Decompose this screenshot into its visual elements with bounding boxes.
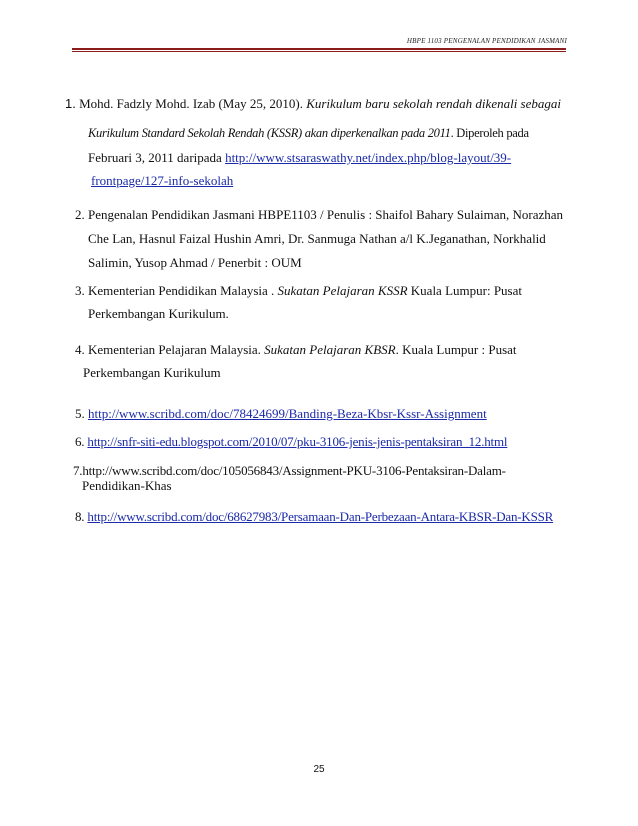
reference-text: Perkembangan Kurikulum. [88,306,229,321]
reference-link[interactable]: http://www.stsaraswathy.net/index.php/blog-layout/39- [225,150,512,165]
reference-text: Perkembangan Kurikulum [83,365,221,380]
reference-text: 4. Kementerian Pelajaran Malaysia. [75,342,265,357]
reference-text: Salimin, Yusop Ahmad / Penerbit : OUM [88,255,302,270]
reference-link[interactable]: http://www.scribd.com/doc/68627983/Persamaan-Dan-Perbezaan-Antara-KBSR-Dan-KSSR [87,509,554,524]
page-number: 25 [313,764,325,775]
reference-author: Mohd. Fadzly Mohd. Izab (May 25, 2010). [75,96,307,111]
reference-number: 8. [75,509,88,524]
reference-text: 2. Pengenalan Pendidikan Jasmani HBPE1103 / Penulis : Shaifol Bahary Sulaiman, Norazhan [75,207,564,222]
reference-title: Kurikulum baru sekolah rendah dikenali sebagai [306,96,561,111]
reference-text: 7.http://www.scribd.com/doc/105056843/Assignment-PKU-3106-Pentaksiran-Dalam- [73,463,506,478]
reference-number: 6. [75,434,88,449]
reference-title: Kurikulum Standard Sekolah Rendah (KSSR) akan diperkenalkan pada 2011 [88,126,451,140]
reference-text: . Kuala Lumpur : Pusat [395,342,517,357]
reference-title: Sukatan Pelajaran KSSR [277,283,408,298]
reference-date: Februari 3, 2011 daripada [88,150,226,165]
running-header: HBPE 1103 PENGENALAN PENDIDIKAN JASMANI [406,37,567,45]
reference-number: 5. [75,406,88,421]
header-rule [72,48,566,50]
reference-text: Kuala Lumpur: Pusat [407,283,522,298]
reference-number: 1. [65,96,76,111]
header-rule-thin [72,51,566,52]
reference-text: 3. Kementerian Pendidikan Malaysia . [75,283,278,298]
reference-title: Sukatan Pelajaran KBSR [264,342,396,357]
reference-link[interactable]: http://www.scribd.com/doc/78424699/Banding-Beza-Kbsr-Kssr-Assignment [88,406,487,421]
reference-text: Pendidikan-Khas [82,478,172,493]
reference-retrieved: . Diperoleh pada [450,126,529,140]
reference-link[interactable]: http://snfr-siti-edu.blogspot.com/2010/07/pku-3106-jenis-jenis-pentaksiran_12.html [87,434,508,449]
reference-text: Che Lan, Hasnul Faizal Hushin Amri, Dr. Sanmuga Nathan a/l K.Jeganathan, Norkhalid [88,231,546,246]
reference-link[interactable]: frontpage/127-info-sekolah [91,173,234,188]
